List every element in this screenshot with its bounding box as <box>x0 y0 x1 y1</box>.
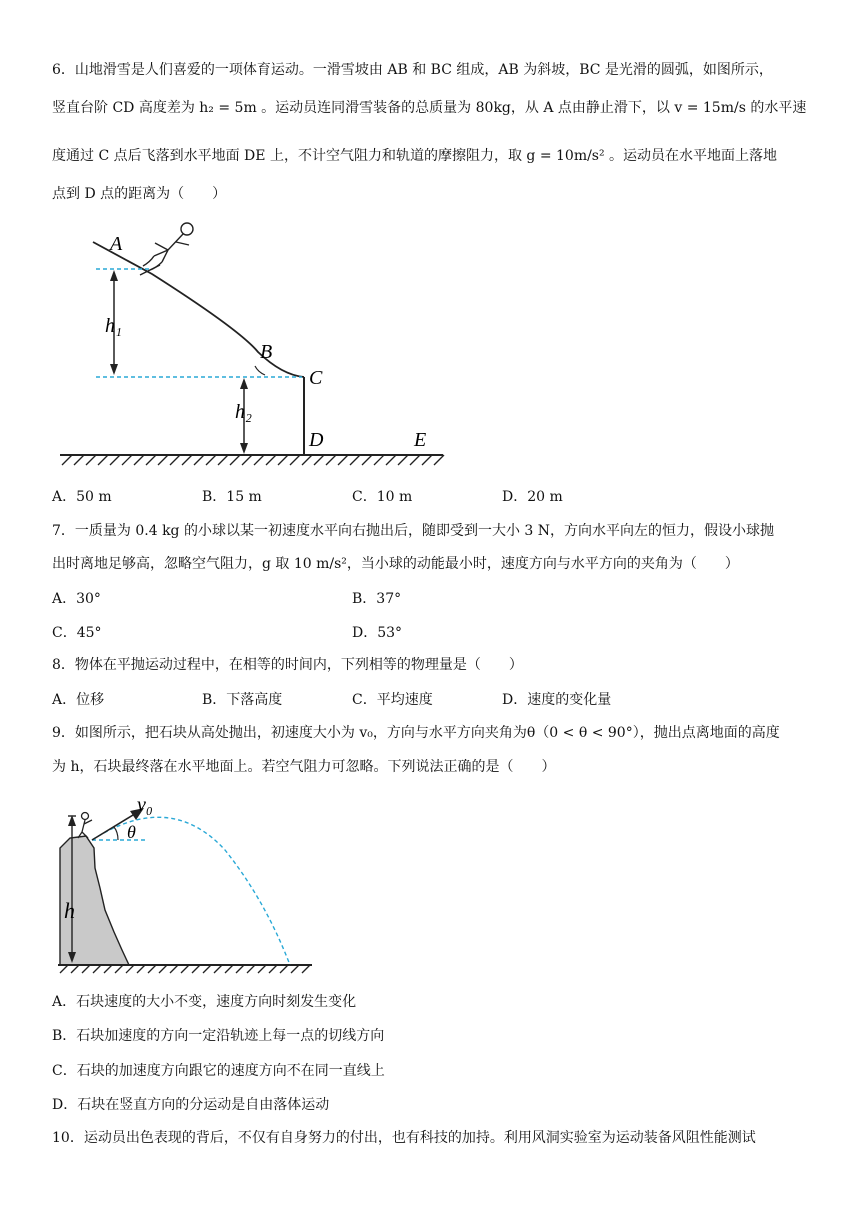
q10-line-1: 10．运动员出色表现的背后，不仅有自身努力的付出，也有科技的加持。利用风洞实验室为运动装备风阻性能测试 <box>52 1130 756 1146</box>
label-theta: θ <box>127 822 136 842</box>
q7-line-1: 7．一质量为 0.4 kg 的小球以某一初速度水平向右抛出后，随即受到一大小 3 N，方向水平向左的恒力，假设小球抛 <box>52 523 775 539</box>
label-h1: h₁ <box>105 315 122 337</box>
q6-option-b[interactable]: B．15 m <box>202 489 262 505</box>
q7-option-c[interactable]: C．45° <box>52 625 102 641</box>
q6-line-4: 点到 D 点的距离为（ ） <box>52 186 227 202</box>
label-c: C <box>309 367 323 389</box>
q7-option-b[interactable]: B．37° <box>352 591 402 607</box>
q6-option-a[interactable]: A．50 m <box>52 489 112 505</box>
q7-line-2: 出时离地足够高，忽略空气阻力，g 取 10 m/s²，当小球的动能最小时，速度方向与水平方向的夹角为（ ） <box>52 556 739 572</box>
label-v0: v₀ <box>137 794 153 816</box>
q9-option-b[interactable]: B．石块加速度的方向一定沿轨迹上每一点的切线方向 <box>52 1028 385 1044</box>
label-a: A <box>110 233 123 255</box>
label-b: B <box>260 341 273 363</box>
q6-line-2: 竖直台阶 CD 高度差为 h₂ = 5m 。运动员连同滑雪装备的总质量为 80kg，从 A 点由静止滑下，以 v = 15m/s 的水平速 <box>52 100 807 116</box>
q7-option-a[interactable]: A．30° <box>52 591 101 607</box>
q8-option-d[interactable]: D．速度的变化量 <box>502 692 612 708</box>
label-h2: h₂ <box>235 401 252 423</box>
q9-option-d[interactable]: D．石块在竖直方向的分运动是自由落体运动 <box>52 1097 330 1113</box>
q6-option-d[interactable]: D．20 m <box>502 489 563 505</box>
q6-option-c[interactable]: C．10 m <box>352 489 413 505</box>
q9-line-2: 为 h，石块最终落在水平地面上。若空气阻力可忽略。下列说法正确的是（ ） <box>52 759 556 775</box>
q8-line-1: 8．物体在平抛运动过程中，在相等的时间内，下列相等的物理量是（ ） <box>52 657 523 673</box>
q8-option-a[interactable]: A．位移 <box>52 692 105 708</box>
label-d: D <box>309 429 324 451</box>
thrower-figure <box>78 813 92 839</box>
q7-option-d[interactable]: D．53° <box>352 625 403 641</box>
ground-hatch-2 <box>60 965 310 973</box>
q8-option-c[interactable]: C．平均速度 <box>352 692 433 708</box>
q6-line-1: 6．山地滑雪是人们喜爱的一项体育运动。一滑雪坡由 AB 和 BC 组成，AB 为斜坡，BC 是光滑的圆弧，如图所示， <box>52 62 773 78</box>
label-e: E <box>414 429 427 451</box>
label-h: h <box>64 898 75 923</box>
q8-option-b[interactable]: B．下落高度 <box>202 692 283 708</box>
q9-line-1: 9．如图所示，把石块从高处抛出，初速度大小为 v₀，方向与水平方向夹角为θ（0 < θ < 90°），抛出点离地面的高度 <box>52 725 780 741</box>
q6-line-3: 度通过 C 点后飞落到水平地面 DE 上，不计空气阻力和轨道的摩擦阻力，取 g = 10m/s² 。运动员在水平地面上落地 <box>52 148 778 164</box>
q9-option-c[interactable]: C．石块的加速度方向跟它的速度方向不在同一直线上 <box>52 1063 385 1079</box>
q9-option-a[interactable]: A．石块速度的大小不变，速度方向时刻发生变化 <box>52 994 357 1010</box>
